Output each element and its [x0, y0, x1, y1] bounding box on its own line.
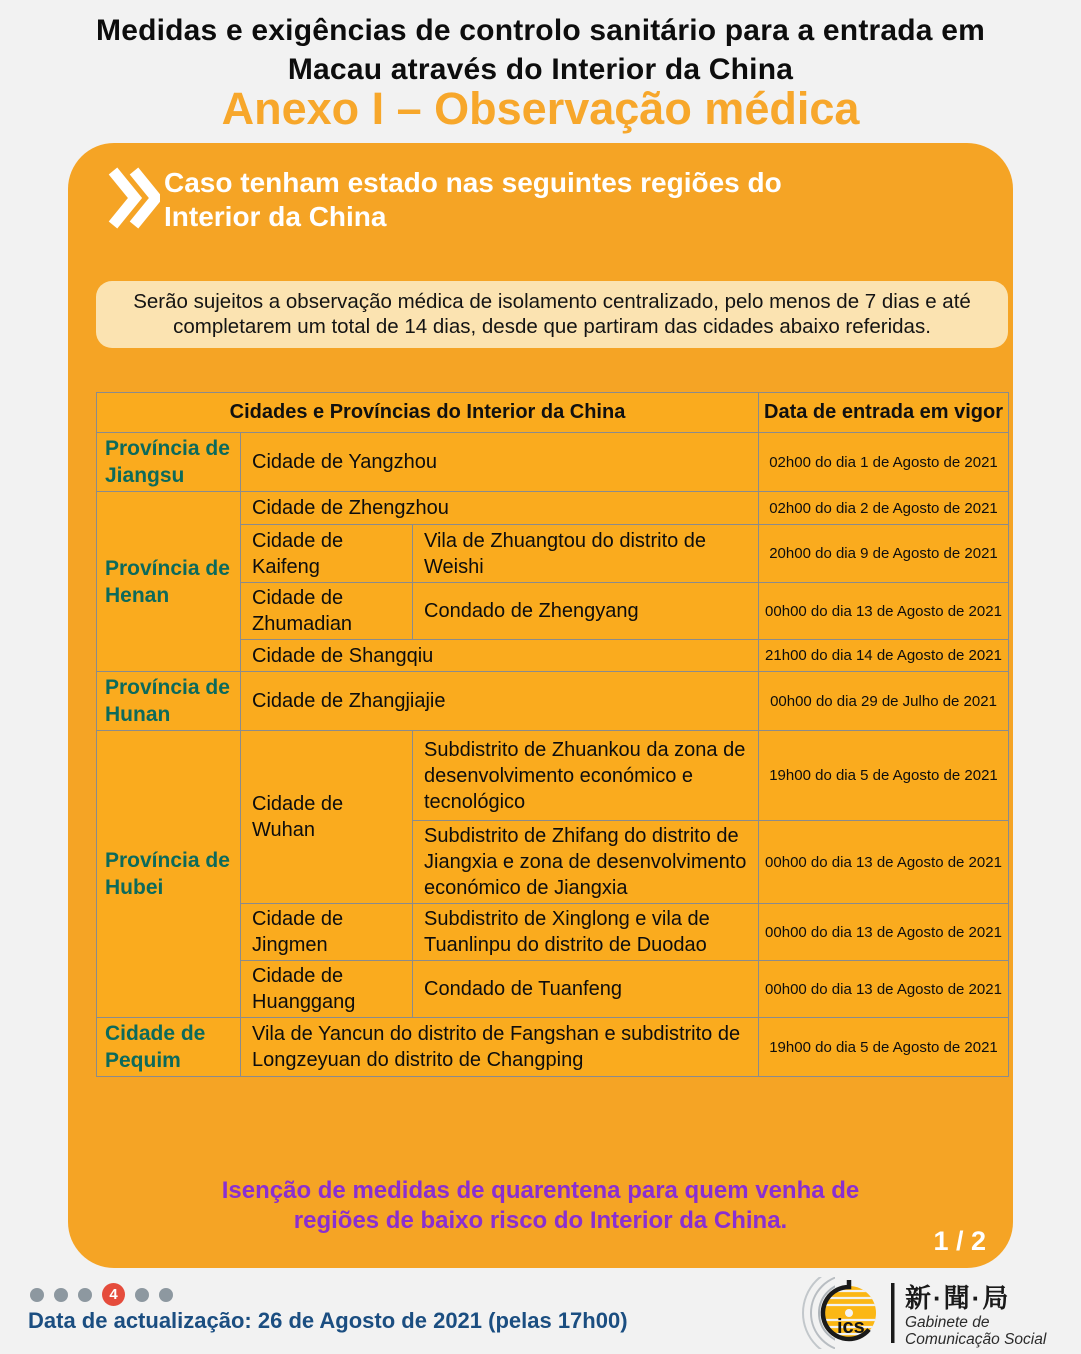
- card-heading-line1: Caso tenham estado nas seguintes regiões do: [164, 167, 782, 198]
- page-title-line2: Macau através do Interior da China: [287, 53, 794, 86]
- date-cell: 00h00 do dia 29 de Julho de 2021: [759, 672, 1009, 731]
- area-cell: Vila de Zhuangtou do distrito de Weishi: [413, 525, 759, 583]
- card-heading-line2: Interior da China: [164, 201, 387, 232]
- date-cell: 20h00 do dia 9 de Agosto de 2021: [759, 525, 1009, 583]
- city-cell: Cidade de Jingmen: [241, 904, 413, 961]
- date-cell: 02h00 do dia 1 de Agosto de 2021: [759, 433, 1009, 492]
- date-cell: 00h00 do dia 13 de Agosto de 2021: [759, 904, 1009, 961]
- city-cell: Cidade de Zhangjiajie: [241, 672, 759, 731]
- pagination-dot-active: 4: [102, 1283, 125, 1306]
- city-cell: Cidade de Shangqiu: [241, 640, 759, 672]
- update-date-text: Data de actualização: 26 de Agosto de 2021 (pelas 17h00): [28, 1308, 628, 1333]
- logo-pt-name-line1: Gabinete de: [905, 1314, 990, 1331]
- pagination-dot: [135, 1288, 149, 1302]
- area-cell: Subdistrito de Zhifang do distrito de Jiangxia e zona de desenvolvimento económico de Jiangxia: [413, 821, 759, 904]
- header-cities: Cidades e Províncias do Interior da China: [97, 393, 759, 433]
- info-note-box: Serão sujeitos a observação médica de isolamento centralizado, pelo menos de 7 dias e até completarem um total de 14 dias, desde que partiram das cidades abaixo referidas.: [96, 281, 1008, 348]
- table-header-row: [97, 393, 1009, 433]
- exemption-note-line1: Isenção de medidas de quarentena para quem venha de: [221, 1177, 860, 1204]
- date-cell: 19h00 do dia 5 de Agosto de 2021: [759, 731, 1009, 821]
- content-card: [68, 143, 1013, 1268]
- pagination-dot: [54, 1288, 68, 1302]
- table-row: [97, 672, 1009, 731]
- gcs-logo: [787, 1277, 1067, 1349]
- pagination-dot: [78, 1288, 92, 1302]
- area-cell: Condado de Zhengyang: [413, 583, 759, 640]
- area-cell: Subdistrito de Xinglong e vila de Tuanlinpu do distrito de Duodao: [413, 904, 759, 961]
- pagination-dots: [30, 1283, 173, 1306]
- regions-table-wrapper: [96, 392, 1008, 1077]
- card-heading: [164, 166, 924, 234]
- city-cell: Cidade de Zhumadian: [241, 583, 413, 640]
- regions-table: [96, 392, 1009, 1077]
- area-cell: Condado de Tuanfeng: [413, 961, 759, 1018]
- header-date: Data de entrada em vigor: [759, 393, 1009, 433]
- exemption-note-line2: regiões de baixo risco do Interior da China.: [293, 1207, 788, 1234]
- page-title-line1: Medidas e exigências de controlo sanitário para a entrada em: [96, 14, 985, 47]
- area-cell: Subdistrito de Zhuankou da zona de desenvolvimento económico e tecnológico: [413, 731, 759, 821]
- city-cell: Cidade de Huanggang: [241, 961, 413, 1018]
- exemption-note: [68, 1176, 1013, 1236]
- province-cell: Cidade de Pequim: [97, 1018, 241, 1077]
- date-cell: 19h00 do dia 5 de Agosto de 2021: [759, 1018, 1009, 1077]
- city-cell: Vila de Yancun do distrito de Fangshan e subdistrito de Longzeyuan do distrito de Changping: [241, 1018, 759, 1077]
- table-row: [97, 1018, 1009, 1077]
- province-cell: Província de Hunan: [97, 672, 241, 731]
- date-cell: 02h00 do dia 2 de Agosto de 2021: [759, 492, 1009, 525]
- table-row: [97, 433, 1009, 492]
- province-cell: Província de Jiangsu: [97, 433, 241, 492]
- logo-divider: [891, 1283, 895, 1343]
- gcs-mark-text: ics: [837, 1316, 865, 1338]
- table-row: [97, 492, 1009, 525]
- logo-chinese-name: 新·聞·局: [905, 1283, 1011, 1313]
- pagination-dot: [159, 1288, 173, 1302]
- city-cell: Cidade de Kaifeng: [241, 525, 413, 583]
- gcs-disc-icon: [817, 1280, 881, 1340]
- table-row: [97, 731, 1009, 821]
- page-indicator: 1 / 2: [933, 1226, 986, 1256]
- city-cell: Cidade de Zhengzhou: [241, 492, 759, 525]
- province-cell: Província de Hubei: [97, 731, 241, 1018]
- date-cell: 00h00 do dia 13 de Agosto de 2021: [759, 961, 1009, 1018]
- date-cell: 00h00 do dia 13 de Agosto de 2021: [759, 583, 1009, 640]
- city-cell: Cidade de Yangzhou: [241, 433, 759, 492]
- date-cell: 21h00 do dia 14 de Agosto de 2021: [759, 640, 1009, 672]
- annex-title: Anexo I – Observação médica: [221, 83, 860, 134]
- pagination-dot: [30, 1288, 44, 1302]
- page-title: [0, 11, 1081, 89]
- date-cell: 00h00 do dia 13 de Agosto de 2021: [759, 821, 1009, 904]
- city-cell: Cidade de Wuhan: [241, 731, 413, 904]
- province-cell: Província de Henan: [97, 492, 241, 672]
- logo-pt-name-line2: Comunicação Social: [905, 1331, 1047, 1348]
- double-chevron-icon: [108, 167, 160, 234]
